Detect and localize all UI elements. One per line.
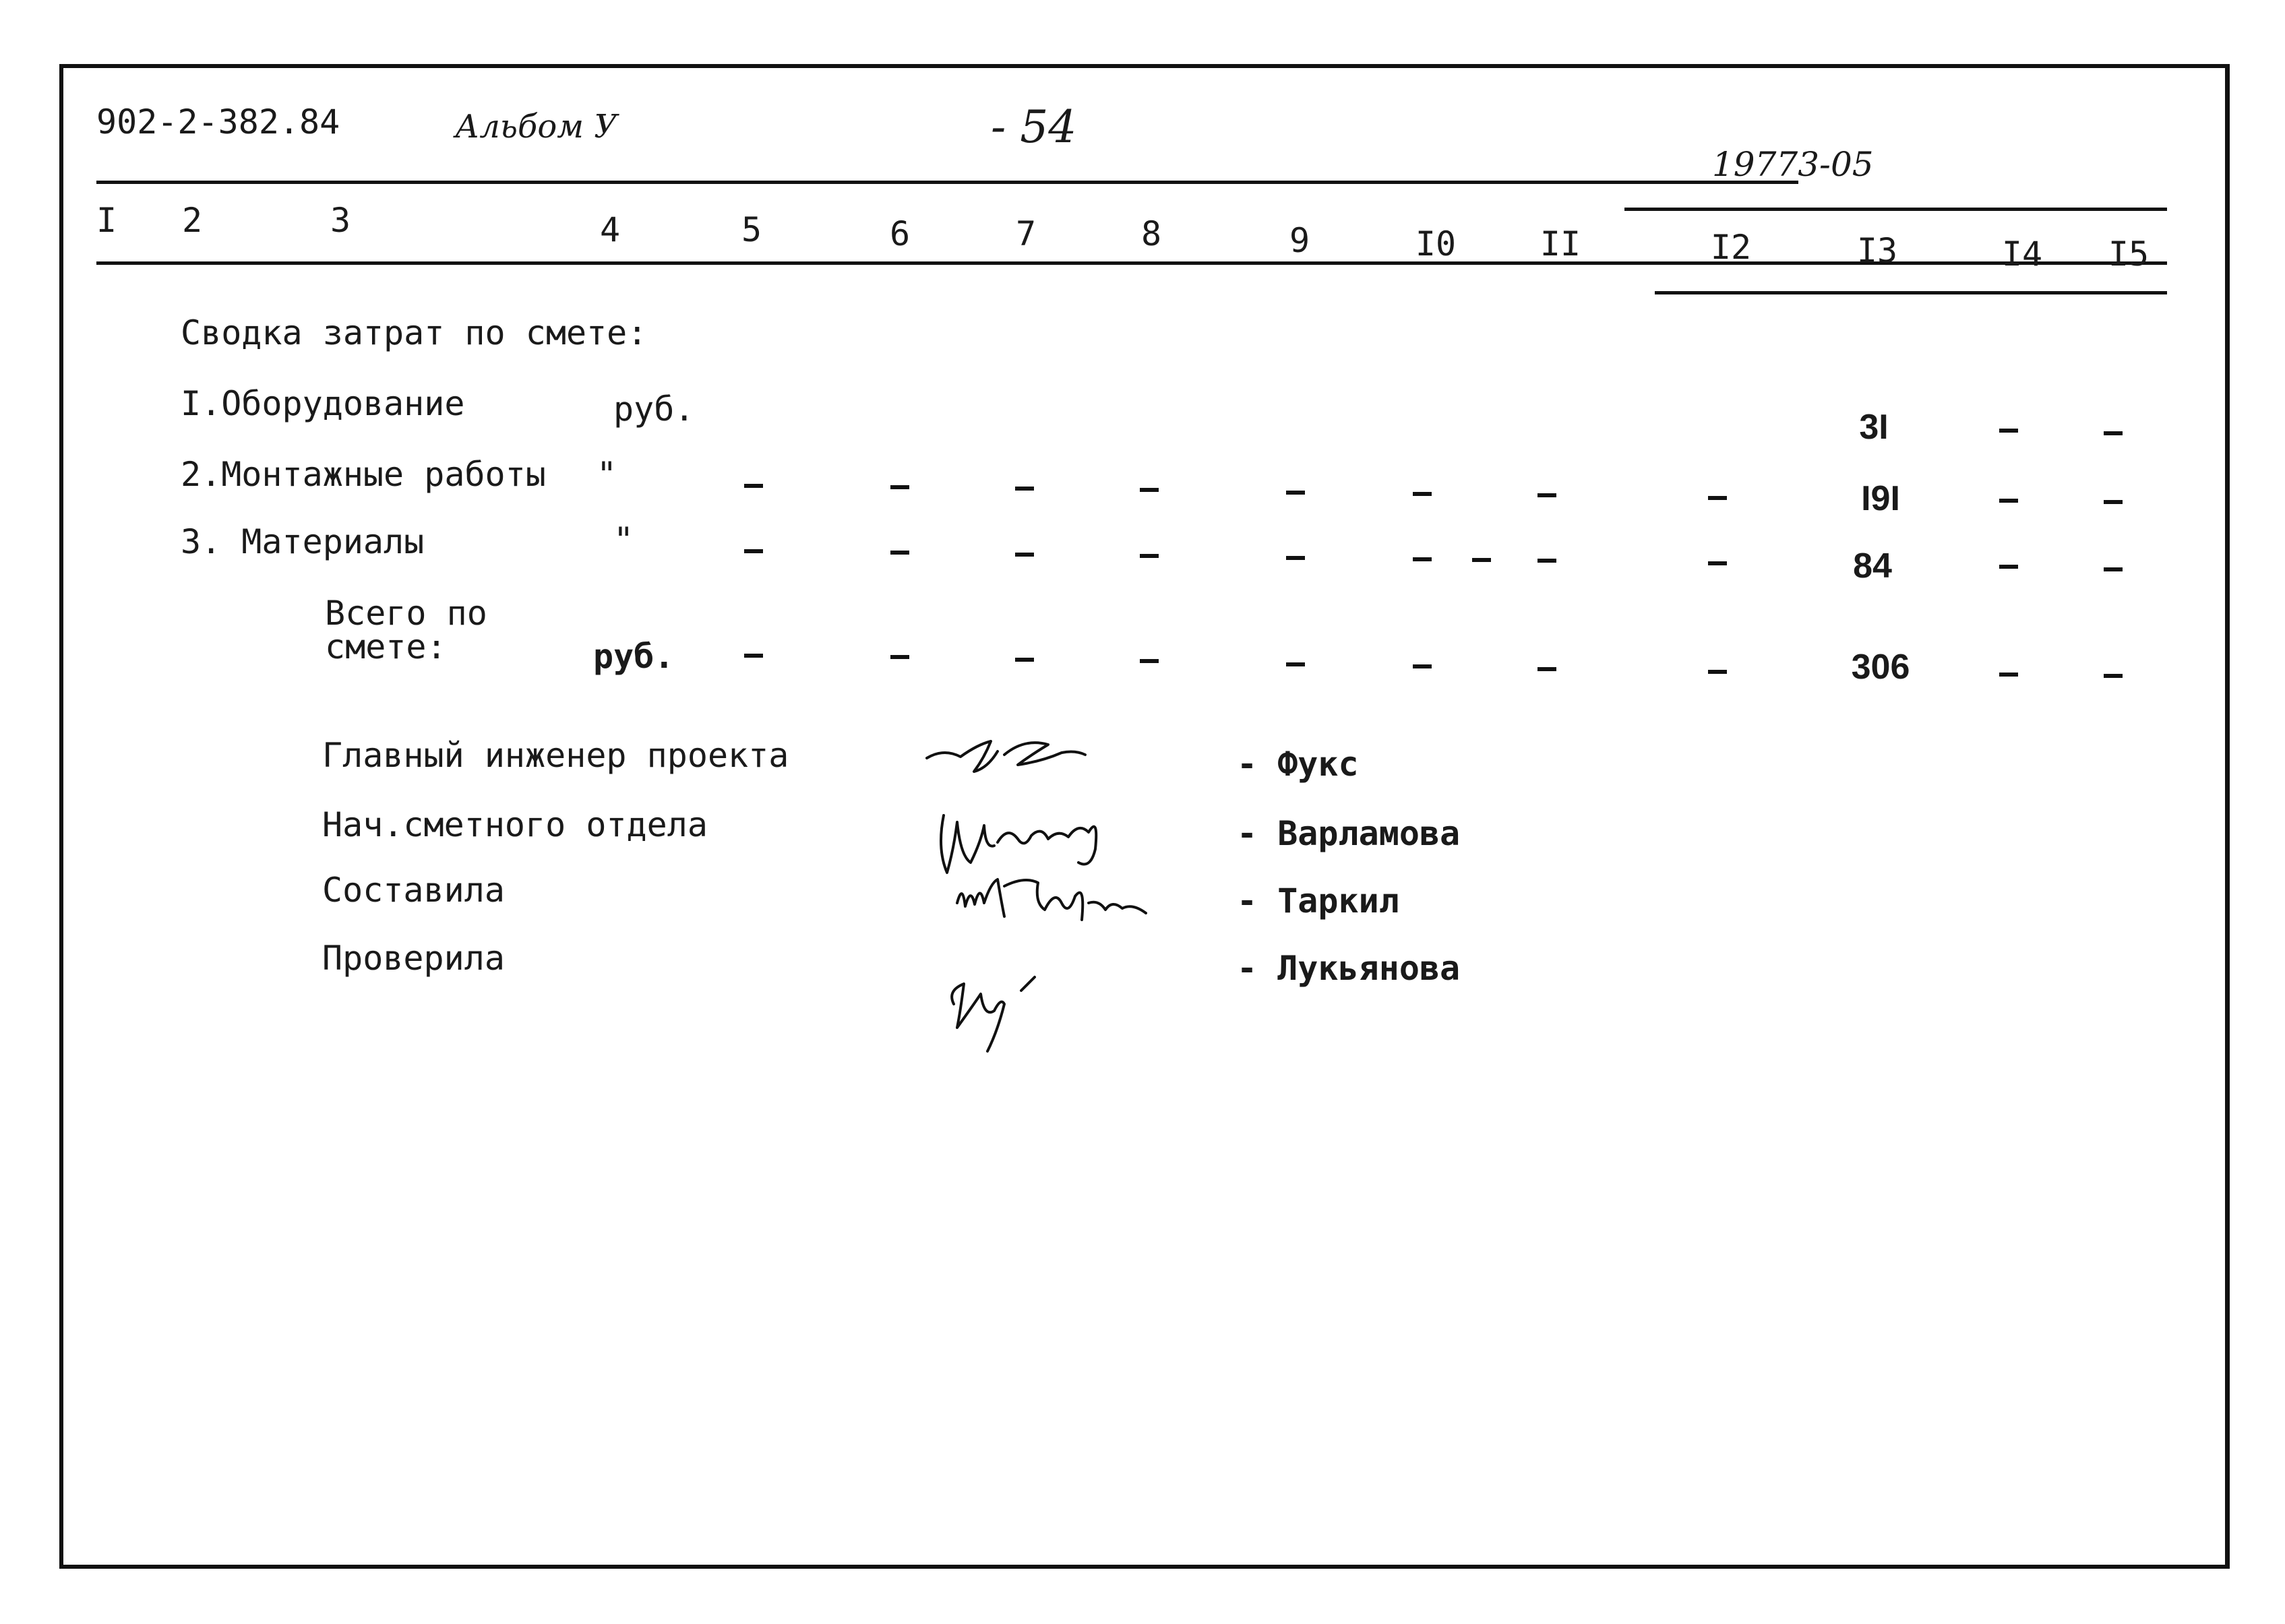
row-dash	[1708, 496, 1727, 500]
row-dash	[1015, 487, 1034, 491]
total-label	[325, 596, 487, 664]
row-dash	[2104, 567, 2123, 571]
row-label: 3. Материалы	[181, 522, 425, 561]
column-number: 8	[1140, 214, 1162, 253]
row-label: I.Оборудование	[181, 384, 465, 423]
total-dash	[1999, 673, 2018, 677]
column-number: II	[1540, 224, 1581, 263]
row-unit: "	[613, 520, 634, 559]
total-unit: руб.	[593, 637, 675, 676]
total-dash	[744, 654, 763, 658]
row-dash	[1999, 429, 2018, 433]
column-number: 9	[1289, 221, 1310, 260]
column-number: I0	[1415, 224, 1457, 263]
total-dash	[2104, 674, 2123, 678]
row-dash	[1999, 565, 2018, 569]
row-dash	[744, 484, 763, 488]
column-number: 7	[1015, 214, 1037, 253]
total-dash	[1708, 670, 1727, 674]
total-dash	[1140, 659, 1159, 663]
signature-name: - Таркил	[1237, 881, 1399, 920]
signature-mark-fuks	[923, 718, 1112, 799]
total-dash	[890, 655, 909, 659]
total-dash	[1413, 664, 1432, 668]
document-number: 19773-05	[1712, 145, 1874, 184]
column-number: 4	[599, 210, 621, 249]
column-number: I3	[1856, 231, 1898, 270]
header-rule-right	[1624, 208, 2167, 211]
row-dash	[2104, 431, 2123, 435]
column-number: I4	[2001, 235, 2043, 274]
signature-name: - Варламова	[1237, 814, 1461, 853]
column-number: 3	[330, 201, 351, 240]
row-dash	[744, 549, 763, 553]
total-dash	[1015, 658, 1034, 662]
signature-role: Нач.сметного отдела	[322, 805, 708, 844]
album-label: Альбом У	[455, 108, 617, 146]
signature-name: - Лукьянова	[1237, 949, 1461, 988]
row-dash	[890, 485, 909, 489]
total-value-col13: 306	[1851, 648, 1910, 687]
row-dash	[1015, 553, 1034, 557]
row-dash	[1472, 558, 1491, 562]
total-label-line2: смете:	[325, 627, 447, 666]
project-code: 902-2-382.84	[96, 102, 340, 142]
page-number: - 54	[991, 101, 1077, 153]
total-label-line1: Всего по	[325, 594, 487, 633]
signature-mark-tarkil	[950, 863, 1166, 943]
signature-role: Главный инженер проекта	[322, 736, 789, 775]
row-dash	[1140, 488, 1159, 492]
row-unit: руб.	[613, 389, 695, 429]
row-dash	[1413, 492, 1432, 496]
signature-role: Составила	[322, 871, 505, 910]
column-number: I5	[2108, 235, 2150, 274]
row-dash	[1708, 561, 1727, 565]
row-dash	[1140, 554, 1159, 558]
row-value-col13: 3I	[1859, 408, 1889, 447]
signature-role: Проверила	[322, 939, 505, 978]
row-dash	[1286, 491, 1305, 495]
summary-title: Сводка затрат по смете:	[181, 313, 648, 352]
row-dash	[1286, 556, 1305, 560]
column-number: I	[96, 201, 117, 240]
row-dash	[1537, 559, 1556, 563]
signature-mark-lukyanova	[944, 964, 1078, 1065]
row-dash	[1537, 493, 1556, 497]
total-dash	[1537, 667, 1556, 671]
column-number: 5	[741, 210, 762, 249]
row-value-col13: 84	[1853, 546, 1892, 586]
row-label: 2.Монтажные работы	[181, 455, 546, 494]
row-dash	[2104, 500, 2123, 504]
total-dash	[1286, 662, 1305, 666]
row-dash	[890, 551, 909, 555]
column-bottom-rule	[1655, 291, 2167, 294]
row-dash	[1413, 557, 1432, 561]
signature-name: - Фукс	[1237, 745, 1359, 784]
column-number: 6	[889, 214, 911, 253]
header-rule	[96, 181, 1798, 184]
column-number: 2	[181, 201, 203, 240]
row-unit: "	[597, 455, 617, 494]
column-number: I2	[1710, 228, 1752, 267]
row-dash	[1999, 499, 2018, 503]
row-value-col13: I9I	[1861, 479, 1900, 518]
